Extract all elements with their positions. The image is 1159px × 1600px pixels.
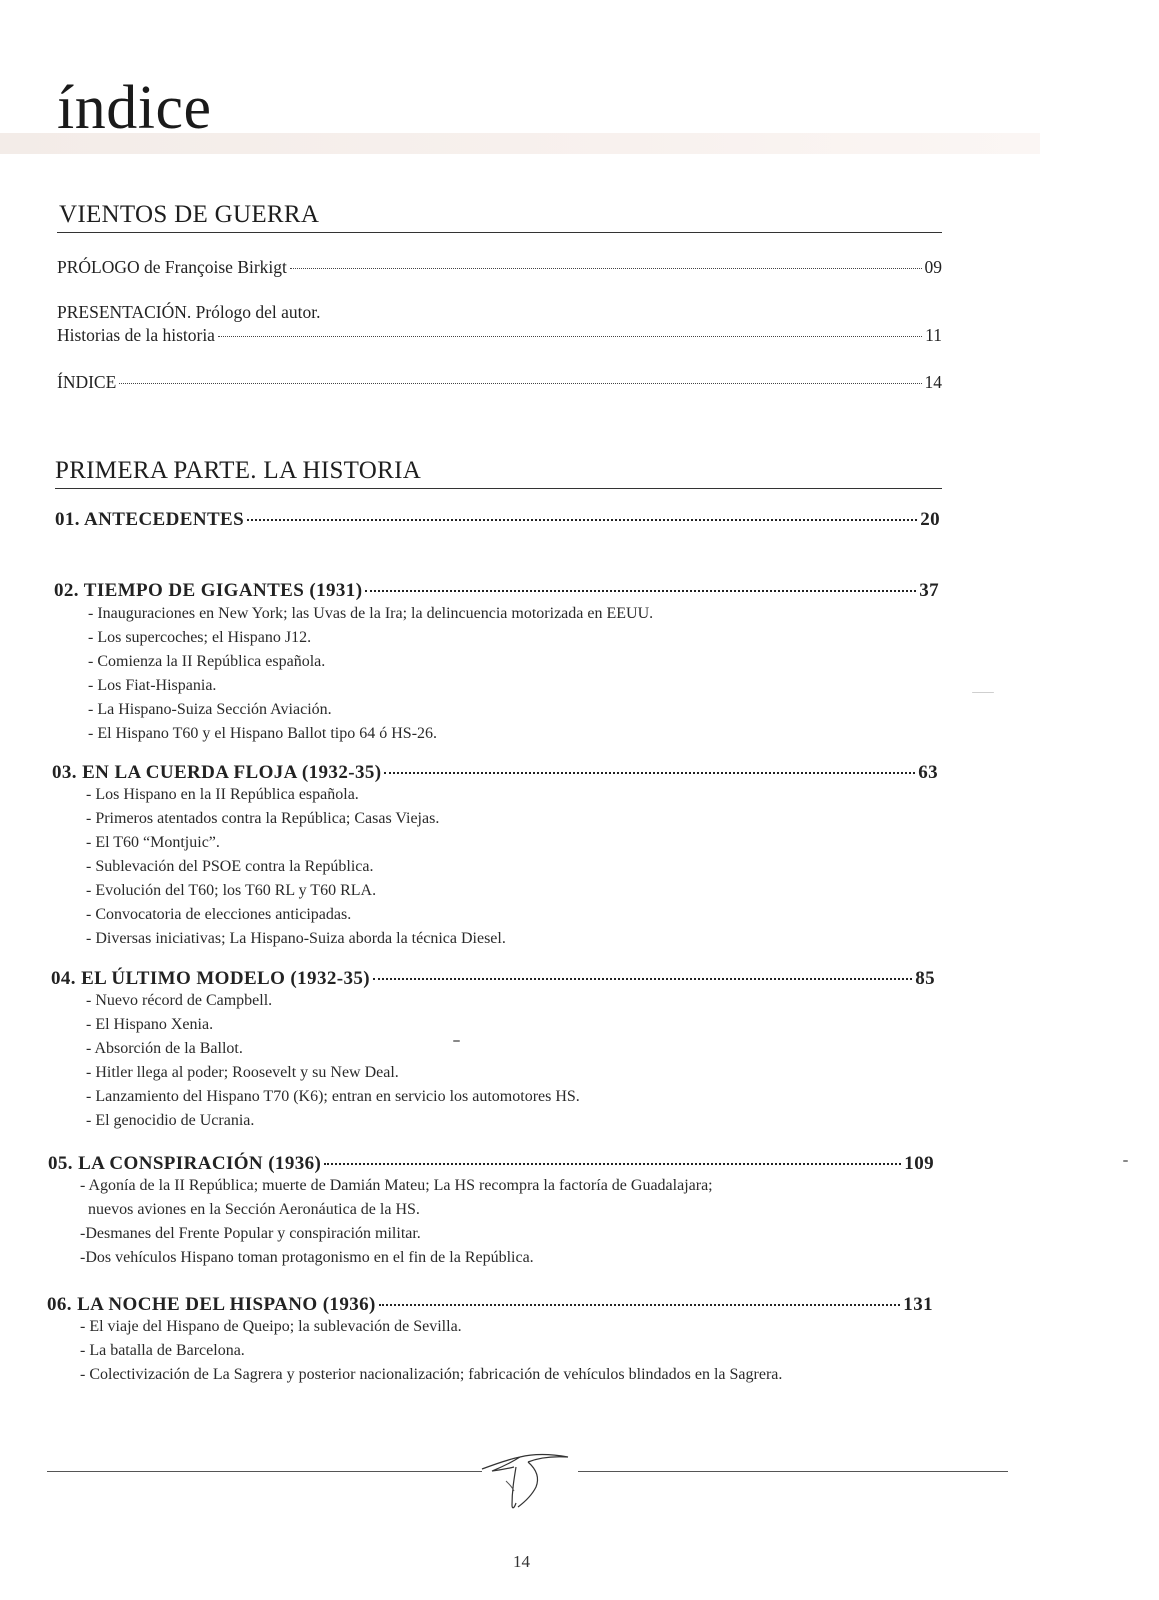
toc-page-number: 11 xyxy=(925,325,942,345)
toc-page-number: 131 xyxy=(903,1294,933,1315)
leader-dots xyxy=(384,772,915,774)
toc-entry-label-line1: PRESENTACIÓN. Prólogo del autor. xyxy=(57,302,321,322)
toc-page-number: 09 xyxy=(924,257,942,277)
list-item: - Sublevación del PSOE contra la República. xyxy=(86,858,374,875)
toc-page-number: 109 xyxy=(904,1153,934,1174)
toc-entry-label: PRÓLOGO de Françoise Birkigt xyxy=(57,257,287,277)
list-item: - Hitler llega al poder; Roosevelt y su New Deal. xyxy=(86,1064,399,1081)
section-rule xyxy=(57,232,942,233)
list-item: - Agonía de la II República; muerte de Damián Mateu; La HS recompra la factoría de Guadalajara; xyxy=(80,1177,713,1194)
toc-page-number: 20 xyxy=(920,509,940,530)
list-item: - Los Hispano en la II República española. xyxy=(86,786,359,803)
toc-chapter-03[interactable] xyxy=(52,762,938,784)
section-heading-vientos: VIENTOS DE GUERRA xyxy=(59,201,320,228)
list-item: - Diversas iniciativas; La Hispano-Suiza aborda la técnica Diesel. xyxy=(86,930,506,947)
toc-chapter-label: 04. EL ÚLTIMO MODELO (1932-35) xyxy=(51,968,371,989)
chapter-subtopics xyxy=(88,602,653,746)
leader-dots xyxy=(324,1163,901,1165)
leader-dots xyxy=(373,978,912,980)
list-item: - Colectivización de La Sagrera y posterior nacionalización; fabricación de vehículos blindados en la Sagrera. xyxy=(80,1366,783,1383)
list-item: - La batalla de Barcelona. xyxy=(80,1342,245,1359)
list-item: - Primeros atentados contra la República; Casas Viejas. xyxy=(86,810,440,827)
toc-entry-indice[interactable] xyxy=(57,371,942,393)
list-item: - Los supercoches; el Hispano J12. xyxy=(88,629,312,646)
leader-dots xyxy=(290,268,922,269)
list-item: - Los Fiat-Hispania. xyxy=(88,677,217,694)
list-item: - El genocidio de Ucrania. xyxy=(86,1112,255,1129)
footer-rule-left xyxy=(47,1471,482,1472)
chapter-subtopics xyxy=(86,989,580,1133)
list-item: - Comienza la II República española. xyxy=(88,653,326,670)
toc-chapter-label: 01. ANTECEDENTES xyxy=(55,509,245,530)
chapter-subtopics xyxy=(80,1174,713,1270)
chapter-subtopics xyxy=(80,1315,782,1387)
section-rule xyxy=(55,488,942,489)
toc-entry-label: Historias de la historia xyxy=(57,325,215,345)
leader-dots xyxy=(218,336,922,337)
list-item: - El Hispano Xenia. xyxy=(86,1016,214,1033)
leader-dots xyxy=(119,383,921,384)
list-item: -Desmanes del Frente Popular y conspiración militar. xyxy=(80,1225,421,1242)
list-item: - Inauguraciones en New York; las Uvas de la Ira; la delincuencia motorizada en EEUU. xyxy=(88,605,654,622)
toc-chapter-label: 05. LA CONSPIRACIÓN (1936) xyxy=(48,1153,322,1174)
scan-speck xyxy=(972,692,994,693)
list-item: - Convocatoria de elecciones anticipadas. xyxy=(86,906,352,923)
toc-chapter-05[interactable] xyxy=(48,1153,934,1175)
list-item: - El T60 “Montjuic”. xyxy=(86,834,220,851)
list-item: - Absorción de la Ballot. xyxy=(86,1040,243,1057)
footer-rule-right xyxy=(578,1471,1008,1472)
toc-chapter-02[interactable] xyxy=(54,580,939,602)
list-item: - El Hispano T60 y el Hispano Ballot tipo 64 ó HS-26. xyxy=(88,725,438,742)
toc-entry-label: ÍNDICE xyxy=(57,372,117,392)
scan-speck xyxy=(1123,1160,1128,1162)
page-title: índice xyxy=(57,74,212,142)
list-item: nuevos aviones en la Sección Aeronáutica de la HS. xyxy=(80,1201,420,1218)
toc-chapter-04[interactable] xyxy=(51,968,935,990)
leader-dots xyxy=(247,519,917,521)
section-heading-primera-parte: PRIMERA PARTE. LA HISTORIA xyxy=(55,457,422,484)
toc-page-number: 85 xyxy=(915,968,935,989)
toc-chapter-label: 06. LA NOCHE DEL HISPANO (1936) xyxy=(47,1294,376,1315)
leader-dots xyxy=(365,590,916,592)
list-item: - El viaje del Hispano de Queipo; la sublevación de Sevilla. xyxy=(80,1318,462,1335)
toc-page-number: 14 xyxy=(924,372,942,392)
toc-chapter-label: 03. EN LA CUERDA FLOJA (1932-35) xyxy=(52,762,382,783)
list-item: - Nuevo récord de Campbell. xyxy=(86,992,273,1009)
toc-chapter-label: 02. TIEMPO DE GIGANTES (1931) xyxy=(54,580,363,601)
list-item: -Dos vehículos Hispano toman protagonismo en el fin de la República. xyxy=(80,1249,534,1266)
toc-page-number: 63 xyxy=(918,762,938,783)
page-number: 14 xyxy=(513,1552,530,1571)
stork-emblem-icon xyxy=(476,1447,576,1519)
list-item: - La Hispano-Suiza Sección Aviación. xyxy=(88,701,332,718)
leader-dots xyxy=(379,1304,901,1306)
toc-page-number: 37 xyxy=(919,580,939,601)
chapter-subtopics xyxy=(86,783,506,951)
toc-chapter-06[interactable] xyxy=(47,1294,933,1316)
list-item: - Evolución del T60; los T60 RL y T60 RLA. xyxy=(86,882,377,899)
toc-entry-prologo[interactable] xyxy=(57,256,942,278)
list-item: - Lanzamiento del Hispano T70 (K6); entran en servicio los automotores HS. xyxy=(86,1088,580,1105)
toc-chapter-01[interactable] xyxy=(55,509,940,531)
toc-entry-presentacion[interactable] xyxy=(57,324,942,346)
scan-speck xyxy=(453,1040,460,1042)
